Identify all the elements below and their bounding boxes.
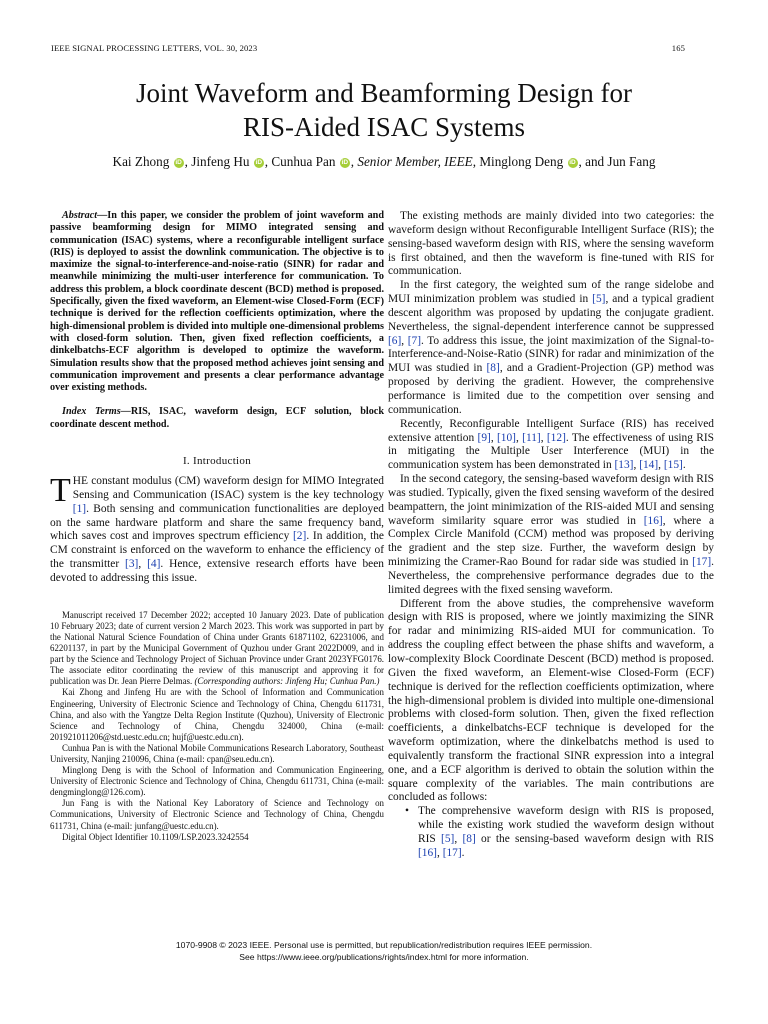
- footnotes: [50, 610, 384, 843]
- orcid-icon[interactable]: iD: [255, 159, 263, 166]
- paragraph-text: ,: [633, 459, 640, 472]
- orcid-icon[interactable]: iD: [175, 159, 182, 166]
- citation-link[interactable]: [11]: [522, 431, 541, 444]
- intro-text: . In addition, the CM constraint is enforced on the waveform to enhance the efficiency of the transmitter: [50, 530, 384, 571]
- citation-link[interactable]: [16]: [418, 846, 437, 859]
- paragraph-text: . The effectiveness of using RIS in mitigating the Multiple User Interference (MUI) in the communication system has been demonstrated in: [388, 431, 714, 472]
- paragraph: The existing methods are mainly divided into two categories: the waveform design without Reconfigurable Intelligent Surface (RIS); the sensing-based waveform design with RIS, where the sensing waveform is first obtained, and then the waveform is fine-tuned with RIS for communication.: [388, 210, 714, 278]
- citation-link[interactable]: [6]: [388, 334, 402, 347]
- citation-link[interactable]: [8]: [462, 832, 476, 845]
- intro-text: . Hence, extensive research efforts have been devoted to addressing this issue.: [50, 558, 384, 584]
- author-3: Cunhua Pan: [271, 154, 336, 169]
- author-4: Minglong Deng: [479, 154, 564, 169]
- citation-link[interactable]: [5]: [441, 832, 455, 845]
- citation-link[interactable]: [12]: [546, 431, 566, 444]
- intro-text: ,: [138, 558, 148, 571]
- author-5: and Jun Fang: [585, 154, 656, 169]
- bullet-mark: •: [405, 805, 409, 818]
- corresponding-authors: (Corresponding authors: Jinfeng Hu; Cunhua Pan.): [194, 676, 380, 687]
- citation-link[interactable]: [9]: [477, 431, 491, 444]
- intro-text: HE constant modulus (CM) waveform design for MIMO Integrated Sensing and Communication (ISAC) system is the key technology: [72, 475, 384, 501]
- bullet-text: [418, 805, 714, 860]
- paragraph-text: ,: [454, 832, 463, 845]
- page-number: 165: [671, 43, 685, 53]
- citation-link[interactable]: [17]: [442, 846, 462, 859]
- citation-link[interactable]: [3]: [125, 558, 139, 571]
- paragraph-text: ,: [436, 846, 443, 859]
- paragraph-text: , and a typical gradient descent algorithm was proposed by updating the conjugate gradient. Nevertheless, the signal-dependent interference cannot be suppressed: [388, 293, 714, 333]
- paragraph-text: .: [461, 846, 465, 859]
- footnote-text: Manuscript received 17 December 2022; accepted 10 January 2023. Date of publication 10 February 2023; date of current version 2 March 2023. This work was supported in part by the National Natural Science Foundation of China under Grants 61871102, 62231006, and 62201137, in part by the Municipal Government of Quzhou under Grant 2022D009, and in part by the Science and Technology Project of Sichuan Province under Grant 2023YFG0176. The associate editor coordinating the review of this manuscript and approving it for publication was Dr. Jean Pierre Delmas.: [50, 609, 384, 687]
- citation-link[interactable]: [8]: [486, 362, 500, 375]
- orcid-icon[interactable]: iD: [569, 159, 576, 166]
- orcid-icon[interactable]: iD: [341, 159, 349, 166]
- citation-link[interactable]: [13]: [614, 459, 634, 472]
- footnote-affiliation: Jun Fang is with the National Key Laboratory of Science and Technology on Communications, University of Electronic Science and Technology of China, Chengdu 611731, China (e-mail: junfang@uestc.edu.cn).: [50, 798, 384, 831]
- paragraph-text: .: [682, 459, 686, 472]
- citation-link[interactable]: [10]: [497, 431, 516, 444]
- paragraph-text: ,: [515, 431, 523, 444]
- index-terms-text: RIS, ISAC, waveform design, ECF solution, block coordinate descent method.: [50, 406, 384, 430]
- index-terms-label: Index Terms—: [62, 406, 131, 418]
- paragraph: [388, 473, 714, 598]
- citation-link[interactable]: [1]: [72, 502, 87, 515]
- author-3-title: Senior Member, IEEE: [357, 154, 473, 169]
- paragraph: Different from the above studies, the comprehensive waveform design with RIS is proposed, where we jointly maximizing the SINR for radar and minimizing RIS-aided MUI for communication. To address the coupling effect between the phase shifts and waveform, a low-complexity Block Coordinate Descent (BCD) method is proposed. Given the fixed waveform, an Element-wise Closed-Form (ECF) technique is derived for the reflection coefficients optimization, where the high-dimensional problem is divided into multiple one-dimensional problems with closed-form solution. Then, given the fixed reflection coefficients, a dinkelbatchs-ECF technique is developed for the waveform optimization, where the dinkelbatchs method is used to equivalently transform the fractional SINR expression into a integral one, and a ECF algorithm is derived to obtain the solution within the square complexity of the variables. The main contributions are concluded as follows:: [388, 597, 714, 804]
- citation-link[interactable]: [16]: [643, 514, 663, 527]
- citation-link[interactable]: [5]: [592, 293, 606, 306]
- citation-link[interactable]: [7]: [407, 334, 422, 347]
- author-1: Kai Zhong: [112, 154, 170, 169]
- index-terms: [50, 406, 384, 431]
- citation-link[interactable]: [14]: [639, 459, 659, 472]
- author-list: Kai Zhong iD , Jinfeng Hu iD , Cunhua Pan iD , Senior Member, IEEE, Minglong Deng iD , and Jun Fang: [112, 154, 656, 169]
- footnote-affiliation: Kai Zhong and Jinfeng Hu are with the School of Information and Communication Engineering, University of Electronic Science and Technology of China, Chengdu 611731, China, and also with the Yangtze Delta Region Institute (Quzhou), University of Electronic Science and Technology of China, Chengdu 324000, China (e-mail: 201921011206@std.uestc.edu.cn; hujf@uestc.edu.cn).: [50, 687, 384, 742]
- footnote-manuscript: [50, 610, 384, 688]
- paragraph-text: . Nevertheless, the comprehensive performance degrades due to the limited degrees with the fixed sensing waveform.: [388, 556, 714, 596]
- paragraph-text: ,: [658, 459, 664, 472]
- title-line-1: Joint Waveform and Beamforming Design for: [136, 78, 632, 108]
- title-line-2: RIS-Aided ISAC Systems: [242, 112, 526, 142]
- right-column: [388, 210, 714, 861]
- citation-link[interactable]: [4]: [147, 558, 161, 571]
- paragraph-text: In the second category, the sensing-based waveform design with RIS was studied. Typically, given the fixed sensing waveform of the desired beampattern, the joint minimization of the RIS-aided MUI and sensing waveform similarity square error was studied in: [388, 473, 714, 527]
- citation-link[interactable]: [2]: [293, 530, 307, 543]
- abstract-text: In this paper, we consider the problem of joint waveform and passive beamforming design for MIMO integrated sensing and communication (ISAC) systems, where a reconfigurable intelligent surface (RIS) is deployed to assist the downlink communication. The objective is to maximize the signal-to-interference-and-noise-ratio (SINR) for radar and meanwhile minimizing the multi-user interference for communication. To address this problem, a block coordinate descent (BCD) method is proposed. Specifically, given the fixed waveform, an Element-wise Closed-Form (ECF) technique is derived for the reflection coefficients optimization, where the high-dimensional problem is divided into multiple one-dimensional problems with closed-form solution. Then, given fixed reflection coefficients, a dinkelbatchs-ECF algorithm is developed to optimize the waveform. Simulation results show that the proposed method achieves joint sensing and communication improvement and presents a clear performance advantage over existing methods.: [50, 210, 384, 394]
- paragraph-text: , where a Complex Circle Manifold (CCM) method was proposed by deriving the gradient and the step size. Further, the waveform design by minimizing the Cramer-Rao Bound for radar side was studied in: [388, 514, 714, 569]
- intro-text: . Both sensing and communication functionalities are deployed on the same hardware platform and share the same frequency band, which saves cost and improves spectrum efficiency: [50, 502, 384, 543]
- paragraph-text: , and a Gradient-Projection (GP) method was proposed by deriving the gradient. However, the comprehensive performance is limited due to the competition over sensing and communication.: [388, 362, 714, 416]
- citation-link[interactable]: [17]: [692, 556, 712, 569]
- paragraph-text: ,: [401, 334, 408, 347]
- paragraph: [388, 418, 714, 473]
- paragraph-text: ,: [540, 431, 547, 444]
- contribution-bullet: [388, 805, 714, 860]
- citation-link[interactable]: [15]: [663, 459, 683, 472]
- paragraph: [388, 279, 714, 417]
- rights-link-line[interactable]: See https://www.ieee.org/publications/rights/index.html for more information.: [239, 952, 529, 962]
- paragraph-text: . To address this issue, the joint maximization of the Signal-to-Interference-and-Noise-Ratio (SINR) for radar and minimization of the MUI was studied in: [388, 334, 714, 375]
- intro-paragraph: [50, 472, 384, 586]
- paper-title: [40, 76, 728, 144]
- left-column: [50, 210, 384, 843]
- section-heading: I. Introduction: [182, 455, 252, 468]
- doi-line: Digital Object Identifier 10.1109/LSP.2023.3242554: [62, 831, 249, 842]
- journal-name: IEEE SIGNAL PROCESSING LETTERS, VOL. 30, 2023: [51, 43, 258, 53]
- running-header: [51, 43, 685, 53]
- paragraph-text: or the sensing-based waveform design with RIS: [475, 832, 714, 845]
- paragraph-text: In the first category, the weighted sum of the range sidelobe and MUI minimization problem was studied in: [388, 279, 714, 306]
- drop-cap: T: [50, 472, 71, 510]
- paragraph-text: The comprehensive waveform design with RIS is proposed, while the existing work studied the waveform design without RIS: [418, 805, 714, 845]
- copyright-line: 1070-9908 © 2023 IEEE. Personal use is permitted, but republication/redistribution requires IEEE permission.: [175, 940, 593, 950]
- footnote-affiliation: Cunhua Pan is with the National Mobile Communications Research Laboratory, Southeast University, Nanjing 210096, China (e-mail: cpan@seu.edu.cn).: [50, 742, 384, 765]
- paragraph-text: Recently, Reconfigurable Intelligent Surface (RIS) has received extensive attention: [388, 417, 714, 444]
- copyright-footer: [40, 939, 728, 963]
- abstract: [50, 210, 384, 394]
- footnote-affiliation: Minglong Deng is with the School of Information and Communication Engineering, University of Electronic Science and Technology of China, Chengdu 611731, China (e-mail: dengminglong@126.com).: [50, 765, 384, 798]
- abstract-label: Abstract—: [62, 210, 108, 221]
- author-2: Jinfeng Hu: [191, 154, 250, 169]
- paragraph-text: ,: [490, 431, 497, 444]
